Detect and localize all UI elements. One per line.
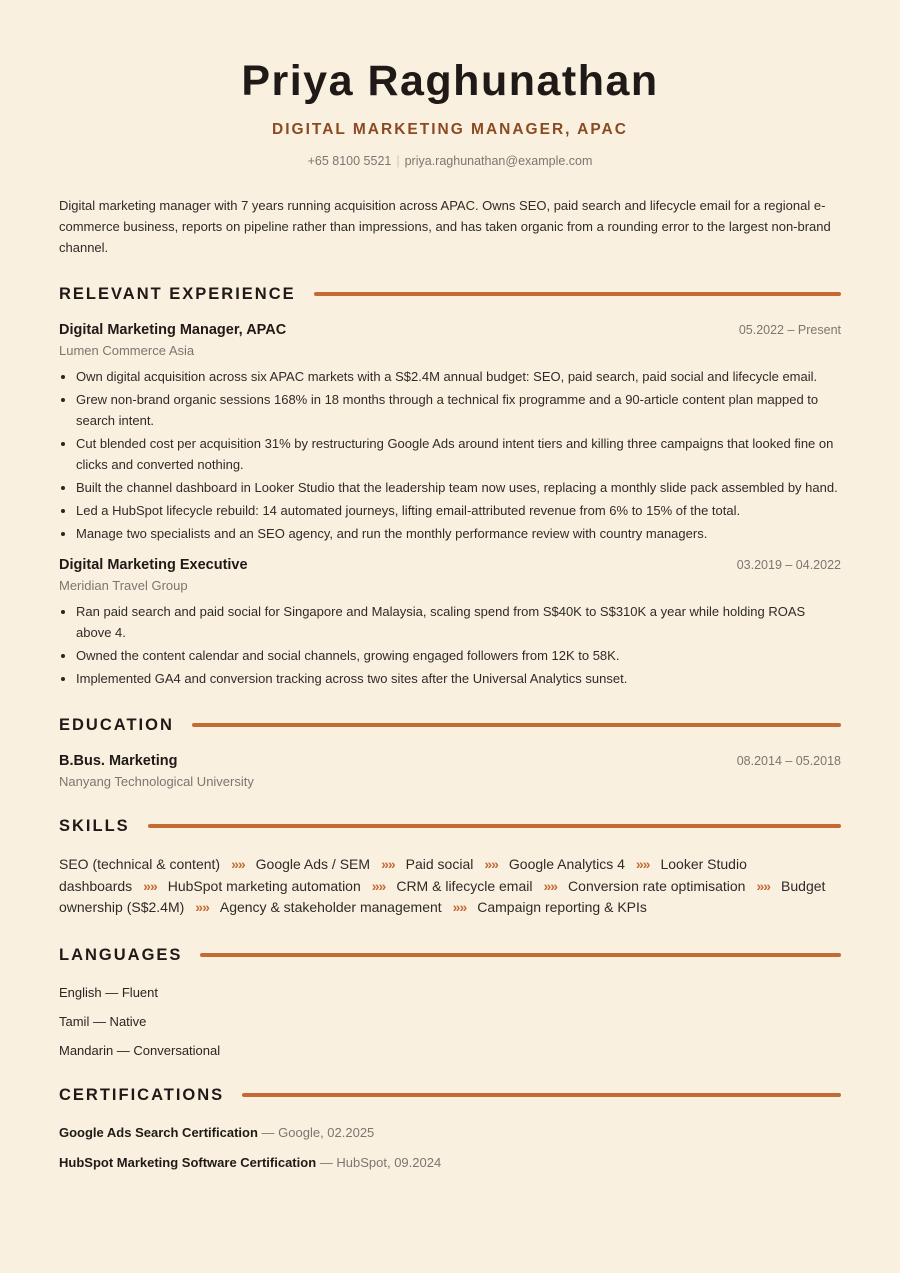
certifications-section (59, 1085, 841, 1171)
skill-item: Paid social (405, 856, 474, 872)
education-section (59, 715, 841, 790)
bullet-item: • Own digital acquisition across six APAC markets with a S$2.4M annual budget: SEO, paid search, paid social and lifecycle email. (76, 366, 841, 387)
school-name: Nanyang Technological University (59, 774, 254, 789)
skill-item: Budget ownership (S$2.4M) (59, 877, 826, 915)
job-dates: 05.2022 – Present (738, 323, 841, 337)
section-title: EDUCATION (59, 716, 174, 734)
skill-separator-icon: »» (756, 877, 771, 894)
bullet-item: • Implemented GA4 and conversion tracking across two sites after the Universal Analytics sunset. (76, 668, 841, 689)
bullet-item: • Manage two specialists and an SEO agency, and run the monthly performance review with country managers. (76, 523, 841, 544)
section-header (59, 715, 841, 735)
languages-list (59, 985, 841, 1059)
job-entry (59, 322, 841, 544)
skill-separator-icon: »» (143, 877, 157, 894)
skill-separator-icon: »» (635, 856, 650, 872)
skill-separator-icon: »» (452, 899, 467, 915)
job-title: Digital Marketing Executive (59, 557, 248, 573)
bullet-item: • Grew non-brand organic sessions 168% in 18 months through a technical fix programme and a 90-article content plan mapped to search intent. (76, 389, 841, 431)
job-company: Meridian Travel Group (59, 578, 188, 593)
certification-item (59, 1155, 841, 1171)
skill-item: Google Ads / SEM (255, 856, 371, 872)
skills-list (59, 854, 841, 919)
job-title: Digital Marketing Manager, APAC (59, 322, 287, 338)
job-bullets (59, 366, 841, 544)
section-title: LANGUAGES (59, 945, 183, 964)
job-company: Lumen Commerce Asia (59, 343, 195, 358)
job-entry (59, 557, 841, 689)
language-item: English — Fluent (59, 984, 158, 1000)
skill-item: HubSpot marketing automation (167, 877, 361, 894)
section-header (59, 284, 841, 304)
section-divider (192, 723, 841, 727)
bullet-item: • Led a HubSpot lifecycle rebuild: 14 automated journeys, lifting email-attributed revenue from 6% to 15% of the total. (76, 500, 841, 521)
email-address: priya.raghunathan@example.com (404, 154, 593, 168)
section-title: RELEVANT EXPERIENCE (59, 285, 296, 303)
resume-header (59, 0, 841, 169)
job-bullets (59, 601, 841, 689)
contact-separator: | (396, 154, 400, 168)
skill-separator-icon: »» (543, 877, 558, 894)
education-dates: 08.2014 – 05.2018 (736, 754, 841, 768)
certification-item (59, 1125, 841, 1141)
skill-separator-icon: »» (381, 856, 395, 872)
skill-item: Campaign reporting & KPIs (477, 899, 647, 915)
section-title: CERTIFICATIONS (59, 1085, 225, 1104)
experience-section (59, 284, 841, 689)
skills-section (59, 816, 841, 919)
language-item: Mandarin — Conversational (59, 1042, 221, 1058)
contact-line (59, 153, 841, 169)
skill-separator-icon: »» (231, 856, 245, 872)
languages-section (59, 945, 841, 1059)
skill-item: SEO (technical & content) (59, 856, 221, 872)
skill-item: Conversion rate optimisation (568, 877, 746, 894)
professional-summary: Digital marketing manager with 7 years running acquisition across APAC. Owns SEO, paid search and lifecycle email for a regional e-commerce business, reports on pipeline rather than impressions, and has taken organic from a rounding error to the largest non-brand channel. (59, 198, 831, 255)
skill-separator-icon: »» (195, 899, 209, 915)
education-entry (59, 753, 841, 790)
certifications-list (59, 1125, 841, 1171)
skill-item: Google Analytics 4 (508, 856, 625, 872)
certification-issuer: — Google, 02.2025 (261, 1124, 375, 1140)
skill-separator-icon: »» (484, 856, 498, 872)
skill-item: Agency & stakeholder management (219, 899, 442, 915)
section-header (59, 816, 841, 836)
section-divider (200, 953, 841, 957)
skill-item: Looker Studio dashboards (59, 856, 747, 894)
degree-name: B.Bus. Marketing (59, 753, 178, 769)
section-divider (314, 292, 841, 296)
certification-name: Google Ads Search Certification (59, 1124, 258, 1140)
section-header (59, 945, 841, 965)
job-title-headline: DIGITAL MARKETING MANAGER, APAC (272, 121, 628, 138)
language-item: Tamil — Native (59, 1013, 147, 1029)
bullet-item: • Ran paid search and paid social for Singapore and Malaysia, scaling spend from S$40K to S$310K a year while holding ROAS above 4. (76, 601, 841, 643)
section-divider (148, 824, 841, 828)
certification-name: HubSpot Marketing Software Certification (59, 1154, 317, 1170)
candidate-name: Priya Raghunathan (241, 57, 659, 105)
section-divider (242, 1093, 841, 1097)
skill-item: CRM & lifecycle email (396, 877, 533, 894)
job-dates: 03.2019 – 04.2022 (736, 558, 841, 572)
section-title: SKILLS (59, 817, 130, 835)
certification-issuer: — HubSpot, 09.2024 (319, 1154, 442, 1170)
skill-separator-icon: »» (371, 877, 386, 894)
bullet-item: • Built the channel dashboard in Looker Studio that the leadership team now uses, replacing a monthly slide pack assembled by hand. (76, 477, 841, 498)
phone-number: +65 8100 5521 (307, 154, 392, 168)
bullet-item: • Cut blended cost per acquisition 31% by restructuring Google Ads around intent tiers and killing three campaigns that looked fine on clicks and converted nothing. (76, 433, 841, 475)
bullet-item: • Owned the content calendar and social channels, growing engaged followers from 12K to 58K. (76, 645, 841, 666)
section-header (59, 1085, 841, 1105)
